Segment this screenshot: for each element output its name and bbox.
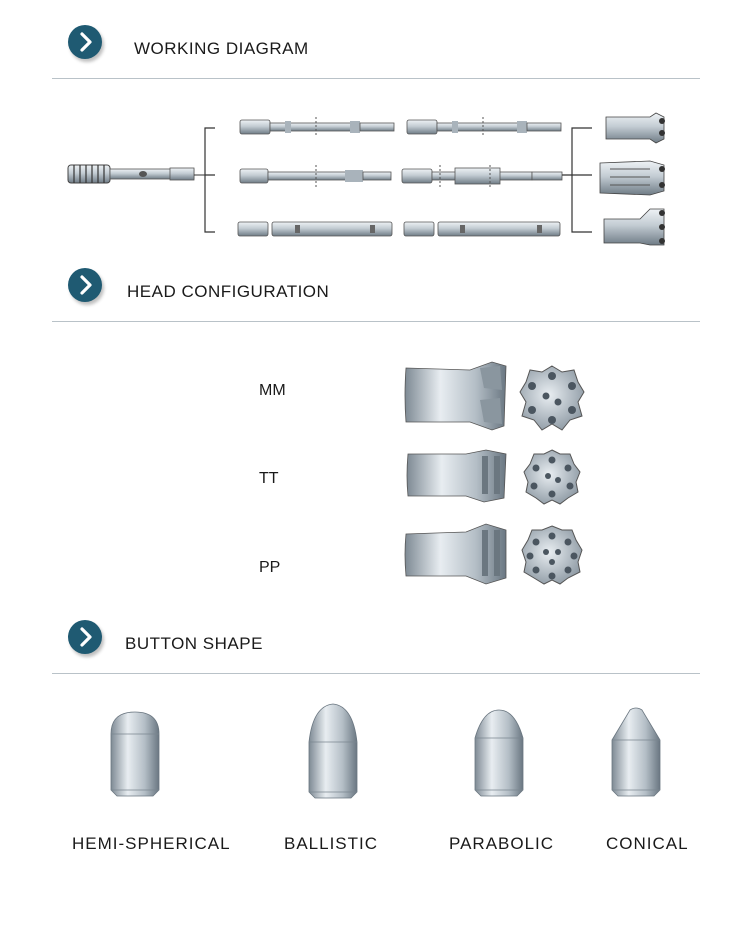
button-label-conical: CONICAL [606, 834, 689, 853]
chevron-right-icon [68, 620, 102, 654]
chevron-right-icon [68, 25, 102, 59]
button-label-hemi-spherical: HEMI-SPHERICAL [72, 834, 231, 853]
head-config-label-tt: TT [259, 470, 279, 487]
divider [52, 321, 700, 322]
head-config-label-mm: MM [259, 382, 286, 399]
bit-face-view-mm [516, 362, 588, 434]
button-shape-header [0, 620, 750, 680]
working-diagram-title: WORKING DIAGRAM [134, 39, 309, 58]
bit-face-view-pp [518, 522, 586, 588]
drill-rod [238, 222, 392, 236]
working-diagram [0, 95, 750, 265]
head-configuration-header [0, 268, 750, 328]
head-config-label-pp: PP [259, 559, 281, 576]
drill-rod [240, 117, 394, 137]
button-label-parabolic: PARABOLIC [449, 834, 555, 853]
chevron-right-icon [68, 268, 102, 302]
drill-bit [604, 209, 665, 245]
button-conical [606, 704, 666, 800]
button-hemi-spherical [105, 708, 165, 800]
head-configuration-title: HEAD CONFIGURATION [127, 282, 330, 301]
working-diagram-header [0, 25, 750, 85]
button-shape-title: BUTTON SHAPE [125, 634, 263, 653]
bit-face-view-tt [520, 446, 584, 508]
drill-bit [606, 113, 665, 143]
drill-rod [402, 165, 562, 187]
drill-rod [404, 222, 560, 236]
drill-bit [600, 161, 665, 195]
divider [52, 673, 700, 674]
button-label-ballistic: BALLISTIC [284, 834, 379, 853]
divider [52, 78, 700, 79]
drill-rod [240, 165, 391, 187]
drill-rod [407, 117, 561, 137]
shank-adapter [68, 165, 194, 183]
button-ballistic [303, 700, 363, 802]
button-parabolic [469, 706, 529, 800]
